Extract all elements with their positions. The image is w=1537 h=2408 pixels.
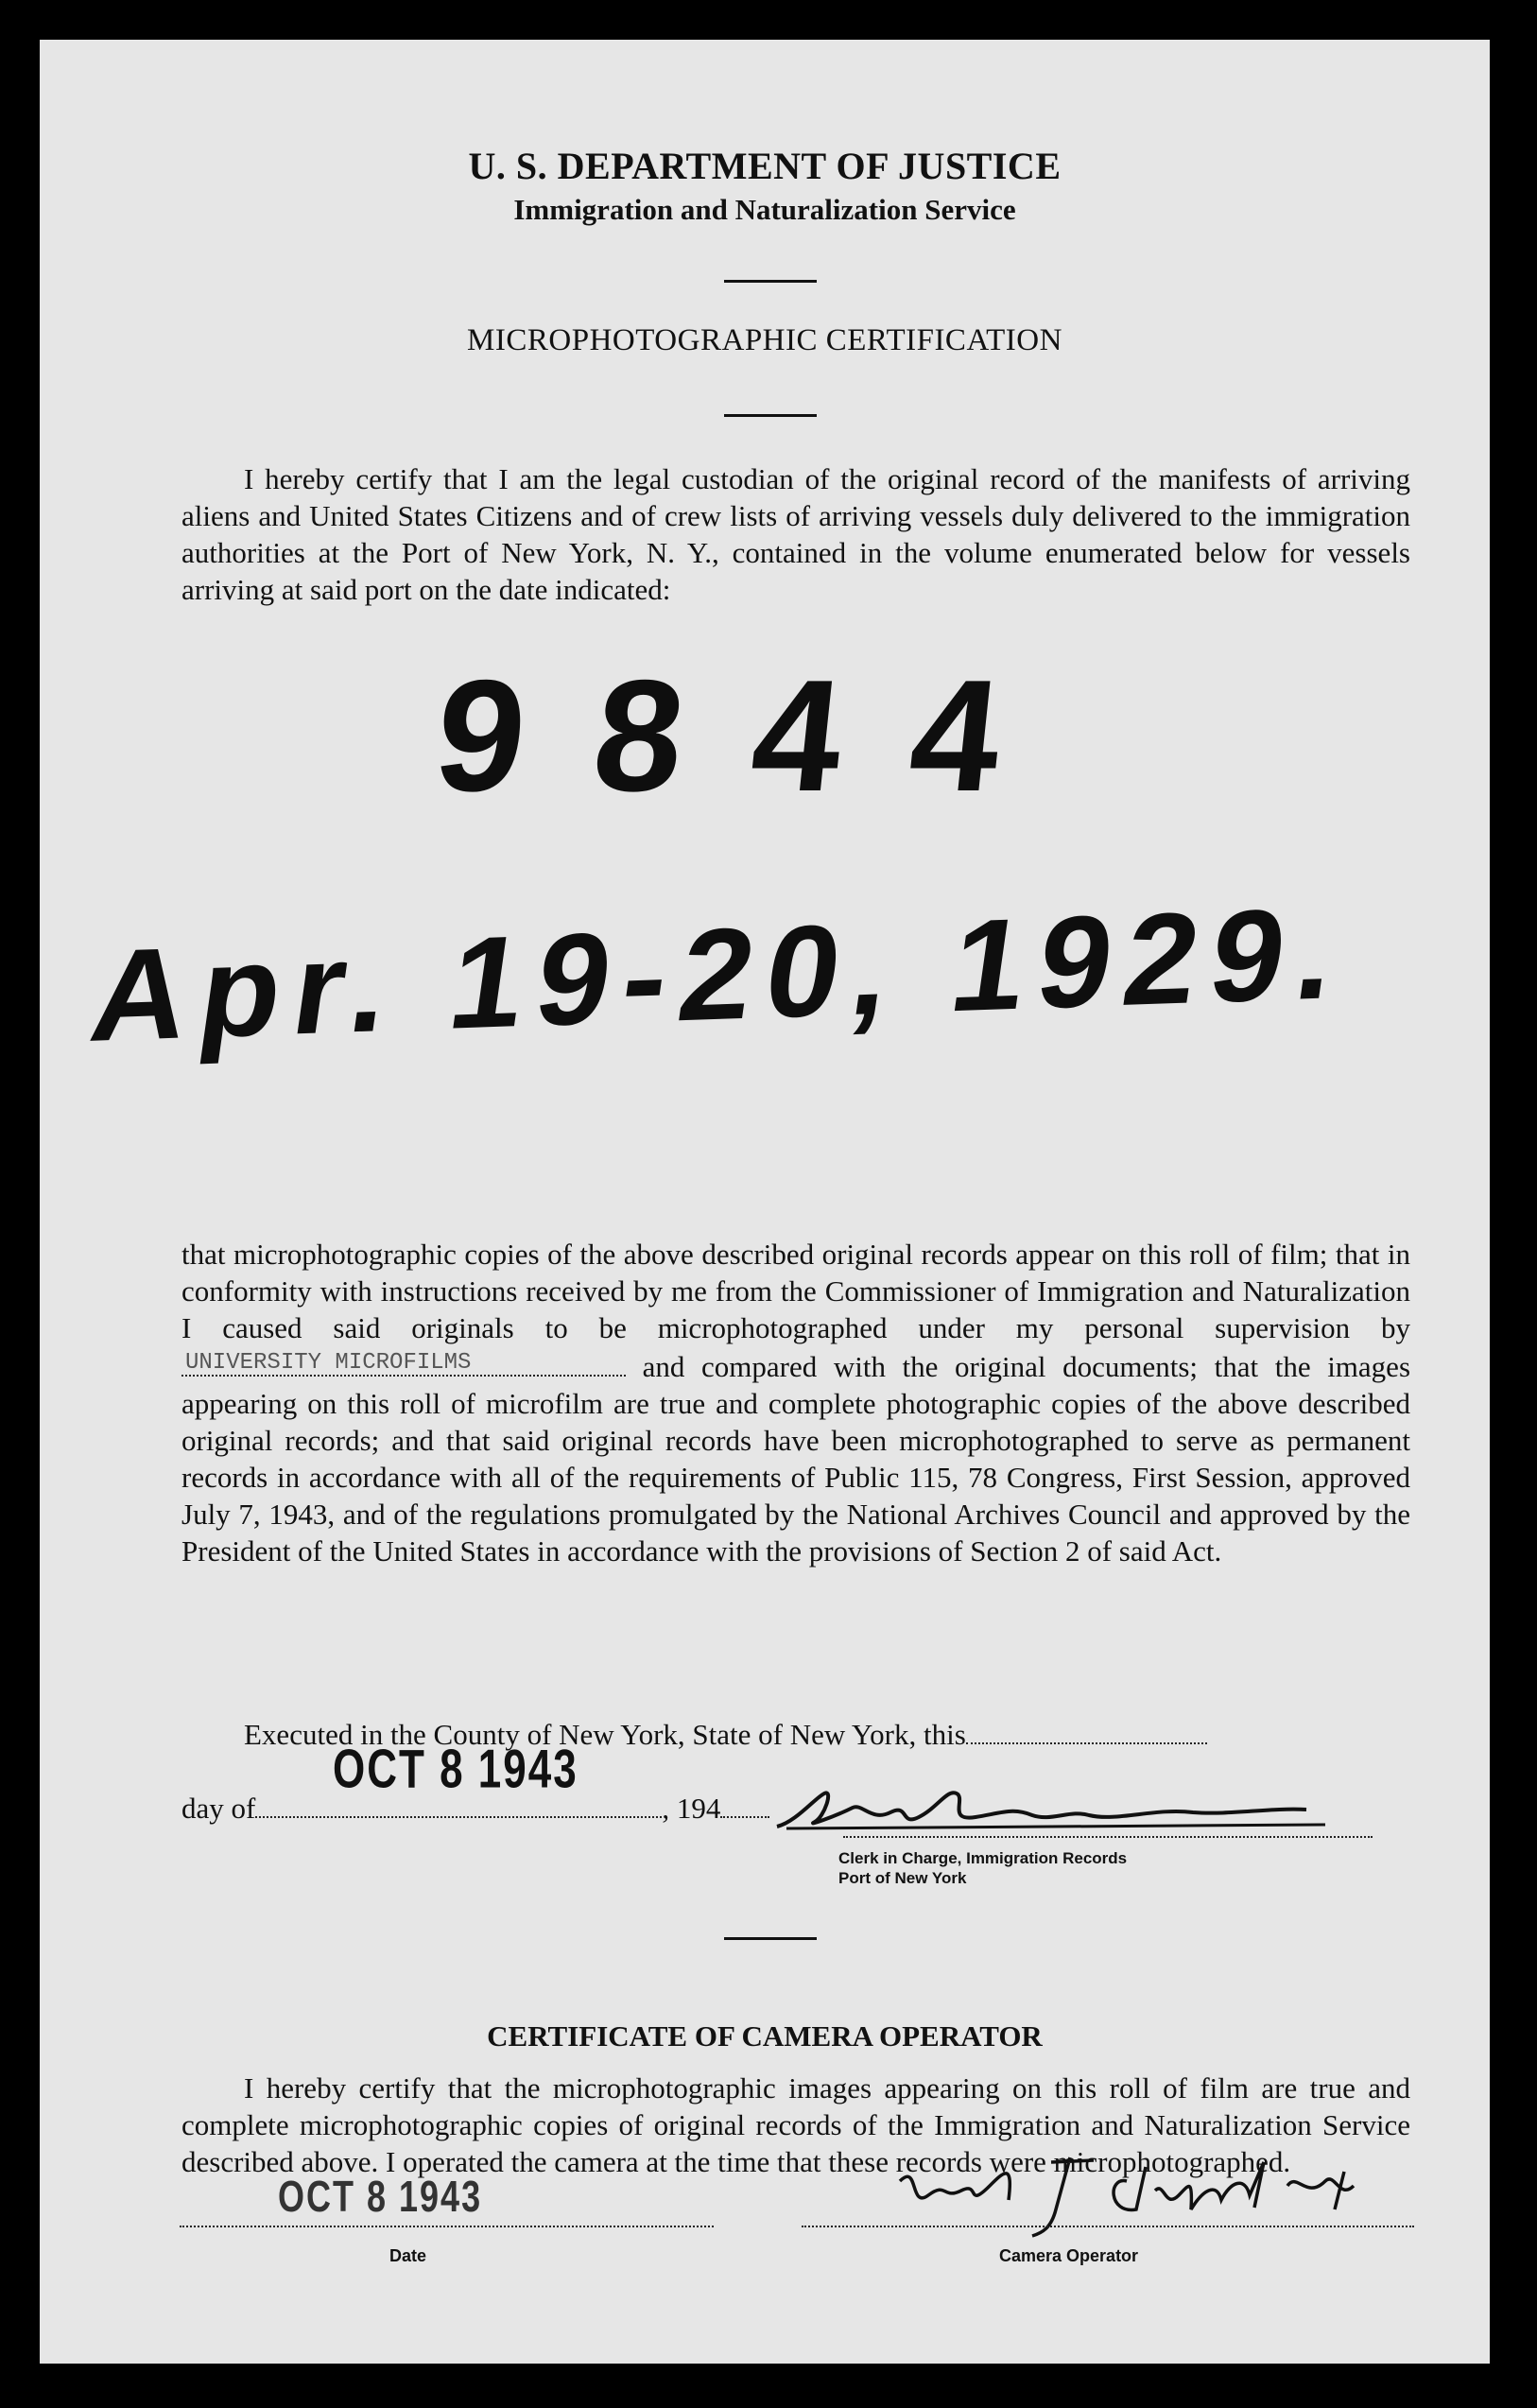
- execution-date-stamp: OCT 8 1943: [333, 1740, 579, 1800]
- camera-certificate-text: I hereby certify that the microphotographic images appearing on this roll of film are true and complete microphotographic copies of original records of the Immigration and Naturalization Service described above. I operated the camera at the time that these records were microphotographed.: [181, 2071, 1410, 2178]
- certificate-page: [40, 40, 1490, 2364]
- camera-operator-label: Camera Operator: [999, 2246, 1139, 2265]
- microfilmer-line: [181, 1346, 626, 1377]
- title-divider: [724, 414, 817, 417]
- certification-title: MICROPHOTOGRAPHIC CERTIFICATION: [467, 323, 1062, 357]
- date-line: [180, 2226, 714, 2227]
- clerk-signature: [758, 1770, 1373, 1860]
- camera-date-stamp: OCT 8 1943: [278, 2171, 483, 2222]
- custodian-statement: I hereby certify that I am the legal custodian of the original record of the manifests of arriving aliens and United States Citizens and of crew lists of arriving vessels duly delivered to the immigration authorities at the Port of New York, N. Y., contained in the volume enumerated below for vessels arriving at said port on the date indicated:: [181, 462, 1410, 606]
- certification-body: [181, 1236, 1410, 1569]
- clerk-signature-line: [843, 1836, 1373, 1838]
- camera-operator-line: [802, 2226, 1414, 2227]
- clerk-title: Clerk in Charge, Immigration Records Port of New York: [838, 1849, 1128, 1887]
- camera-operator-signature: [890, 2143, 1420, 2247]
- body-part-two: and compared with the original documents; that the images appearing on this roll of microfilm are true and complete photographic copies of the above described original records; and that said original records have been microphotographed to serve as permanent records in accordance with all of the requirements of Public 115, 78 Congress, First Session, approved July 7, 1943, and of the regulations promulgated by the National Archives Council and approved by the President of the United States in accordance with the provisions of Section 2 of said Act.: [181, 1350, 1411, 1568]
- header-divider: [724, 280, 817, 283]
- section-divider: [724, 1937, 817, 1940]
- volume-number-handwritten: 9844: [427, 647, 1079, 824]
- execution-line: Executed in the County of New York, State of New York, this: [181, 1716, 1410, 1753]
- service-subheading: Immigration and Naturalization Service: [513, 193, 1016, 226]
- department-heading: U. S. DEPARTMENT OF JUSTICE: [468, 145, 1062, 187]
- day-of-line: day of , 194: [181, 1790, 769, 1827]
- date-range-handwritten: Apr. 19-20, 1929.: [82, 880, 1358, 1069]
- microfilmer-stamp: UNIVERSITY MICROFILMS: [185, 1350, 472, 1376]
- date-label: Date: [389, 2246, 427, 2265]
- camera-certificate-title: CERTIFICATE OF CAMERA OPERATOR: [487, 2019, 1043, 2053]
- body-part-one: that microphotographic copies of the above described original records appear on this roll of film; that in conformity with instructions received by me from the Commissioner of Immigration and Naturalization I caused said originals to be microphotographed under my personal supervision by: [181, 1238, 1410, 1344]
